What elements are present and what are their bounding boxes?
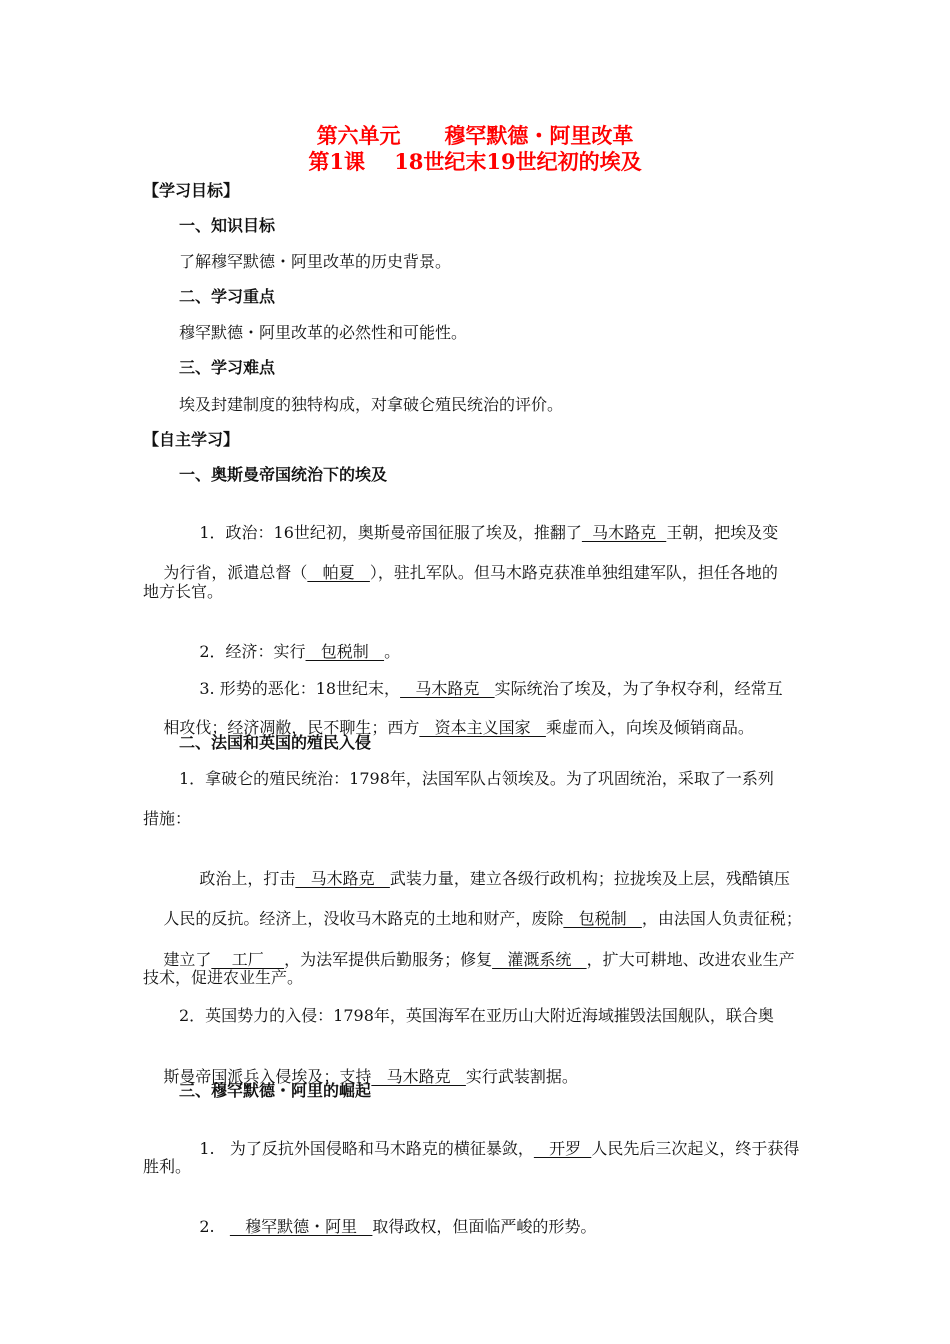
text: 2. — [199, 1217, 230, 1236]
section-rise-heading: 三、穆罕默德・阿里的崛起 — [179, 1081, 372, 1100]
answer-blank: 灌溉系统 — [492, 950, 587, 969]
text: ，由法国人负责征税； — [641, 909, 802, 928]
section-ottoman-heading: 一、奥斯曼帝国统治下的埃及 — [179, 465, 388, 484]
answer-blank: 资本主义国家 — [419, 718, 546, 737]
learning-goals-heading: 【学习目标】 — [143, 181, 240, 200]
lesson-title: 第1课 18世纪末19世纪初的埃及 — [308, 149, 642, 174]
paragraph-line: 地方长官。 — [143, 582, 224, 601]
answer-blank: 工厂 — [211, 950, 285, 969]
answer-blank: 马木路克 — [371, 1067, 466, 1086]
text: 武装力量，建立各级行政机构；拉拢埃及上层，残酷镇压 — [389, 869, 790, 888]
paragraph-line — [143, 540, 778, 606]
answer-blank: 穆罕默德・阿里 — [229, 1217, 373, 1236]
text: 1. 为了反抗外国侵略和马木路克的横征暴敛， — [199, 1139, 534, 1158]
paragraph-line — [179, 1116, 799, 1182]
text: 。 — [384, 642, 401, 661]
answer-blank: 马木路克 — [295, 869, 390, 888]
focus-heading: 二、学习重点 — [179, 287, 276, 306]
answer-blank: 开罗 — [533, 1139, 592, 1158]
paragraph-line: 技术，促进农业生产。 — [143, 968, 304, 987]
answer-blank: 马木路克 — [581, 523, 667, 542]
text: 相攻伐；经济凋敝，民不聊生；西方 — [163, 718, 420, 737]
answer-blank: 包税制 — [563, 909, 642, 928]
paragraph-line — [179, 1194, 596, 1260]
text: 政治上，打击 — [199, 869, 296, 888]
paragraph-line: 措施： — [143, 809, 192, 828]
text: 实行武装割据。 — [465, 1067, 578, 1086]
paragraph-line: 2．英国势力的入侵：1798年，英国海军在亚历山大附近海域摧毁法国舰队，联合奥 — [179, 1006, 774, 1025]
text: 实际统治了埃及，为了争权夺利，经常互 — [494, 679, 783, 698]
text: 1．政治：16世纪初，奥斯曼帝国征服了埃及，推翻了 — [199, 523, 582, 542]
paragraph-line: 1．拿破仑的殖民统治：1798年，法国军队占领埃及。为了巩固统治，采取了一系列 — [179, 769, 774, 788]
text: 2．经济：实行 — [199, 642, 306, 661]
text: 人民的反抗。经济上，没收马木路克的土地和财产，废除 — [163, 909, 564, 928]
text: ，为法军提供后勤服务；修复 — [284, 950, 493, 969]
section-invasion-heading: 二、法国和英国的殖民入侵 — [179, 733, 372, 752]
answer-blank: 马木路克 — [400, 679, 495, 698]
text: 取得政权，但面临严峻的形势。 — [372, 1217, 597, 1236]
text: ，扩大可耕地、改进农业生产 — [586, 950, 795, 969]
text: 为行省，派遣总督（ — [163, 563, 308, 582]
knowledge-goal-heading: 一、知识目标 — [179, 216, 276, 235]
self-study-heading: 【自主学习】 — [143, 430, 240, 449]
answer-blank: 包税制 — [305, 642, 385, 661]
focus-text: 穆罕默德・阿里改革的必然性和可能性。 — [179, 323, 468, 342]
difficulty-text: 埃及封建制度的独特构成，对拿破仑殖民统治的评价。 — [179, 395, 564, 414]
text: ），驻扎军队。但马木路克获准单独组建军队，担任各地的 — [369, 563, 778, 582]
paragraph-line: 胜利。 — [143, 1157, 192, 1176]
text: 建立了 — [163, 950, 212, 969]
text: 人民先后三次起义，终于获得 — [591, 1139, 800, 1158]
answer-blank: 帕夏 — [307, 563, 370, 582]
knowledge-goal-text: 了解穆罕默德・阿里改革的历史背景。 — [179, 252, 452, 271]
unit-title: 第六单元 穆罕默德・阿里改革 — [316, 123, 634, 148]
text: 3. 形势的恶化：18世纪末， — [199, 679, 401, 698]
text: 斯曼帝国派兵入侵埃及；支持 — [163, 1067, 372, 1086]
difficulty-heading: 三、学习难点 — [179, 358, 276, 377]
text: 王朝，把埃及变 — [666, 523, 779, 542]
text: 乘虚而入，向埃及倾销商品。 — [545, 718, 754, 737]
